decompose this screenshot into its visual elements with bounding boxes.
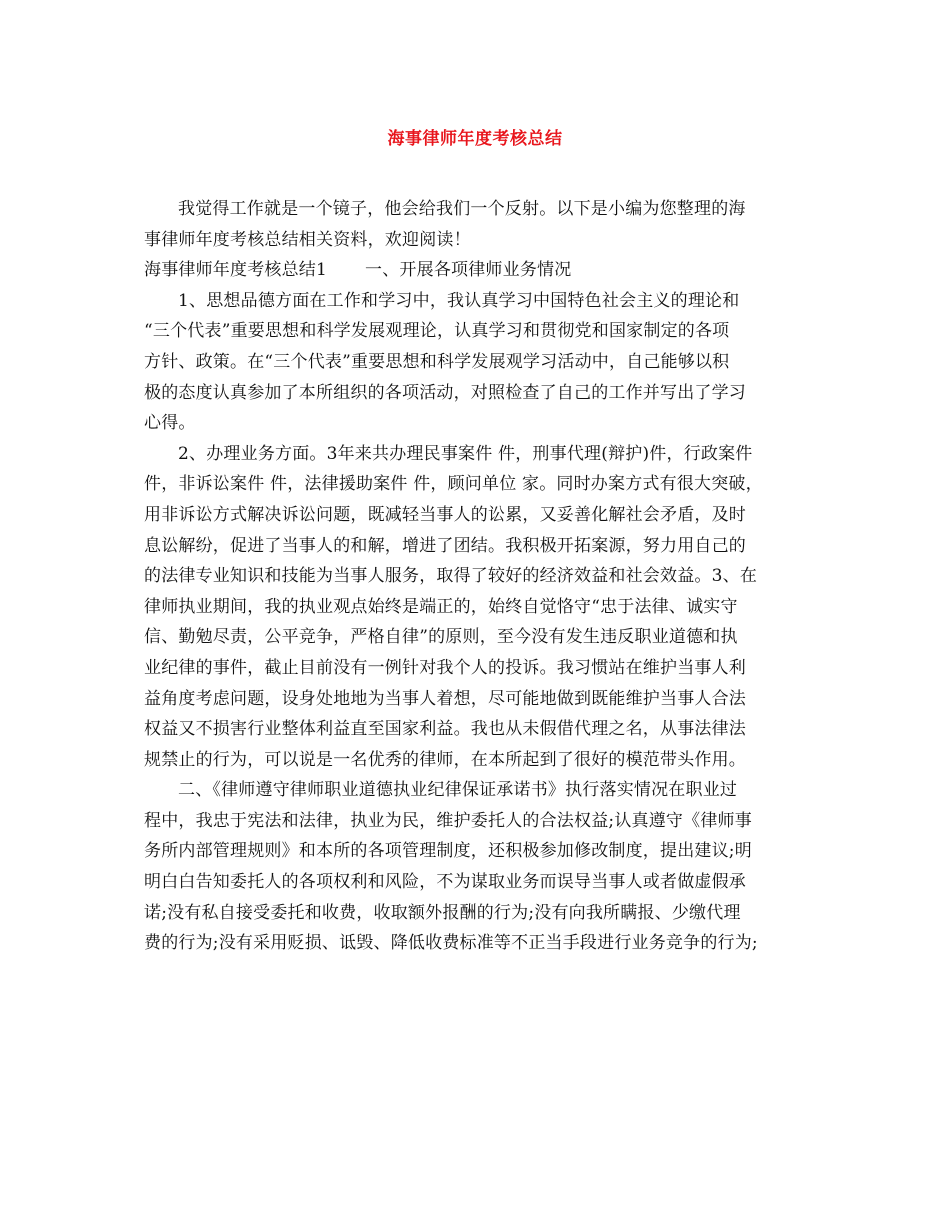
paragraph-line: “三个代表”重要思想和科学发展观理论，认真学习和贯彻党和国家制定的各项	[144, 321, 730, 342]
document-title: 海事律师年度考核总结	[387, 129, 563, 149]
intro-line: 我觉得工作就是一个镜子，他会给我们一个反射。以下是小编为您整理的海	[178, 199, 746, 219]
paragraph-line: 益角度考虑问题，设身处地地为当事人着想，尽可能地做到既能维护当事人合法	[144, 688, 746, 709]
intro-line: 事律师年度考核总结相关资料，欢迎阅读！	[144, 229, 471, 250]
paragraph-line: 2、办理业务方面。3年来共办理民事案件 件，刑事代理(辩护)件，行政案件	[178, 443, 753, 464]
paragraph-line: 费的行为;没有采用贬损、诋毁、降低收费标准等不正当手段进行业务竞争的行为;	[144, 933, 758, 954]
paragraph-line: 律师执业期间，我的执业观点始终是端正的，始终自觉恪守“忠于法律、诚实守	[144, 596, 738, 617]
paragraph-line: 二、《律师遵守律师职业道德执业纪律保证承诺书》执行落实情况在职业过	[178, 780, 738, 801]
heading-gap	[327, 255, 365, 286]
document-body	[144, 194, 814, 959]
paragraph-line: 务所内部管理规则》和本所的各项管理制度，还积极参加修改制度，提出建议;明	[144, 841, 752, 862]
paragraph-line: 用非诉讼方式解决诉讼问题，既减轻当事人的讼累，又妥善化解社会矛盾，及时	[144, 504, 746, 525]
paragraph-line: 1、思想品德方面在工作和学习中，我认真学习中国特色社会主义的理论和	[178, 290, 740, 311]
paragraph-line: 诺;没有私自接受委托和收费，收取额外报酬的行为;没有向我所瞒报、少缴代理	[144, 902, 741, 923]
paragraph-line: 业纪律的事件，截止目前没有一例针对我个人的投诉。我习惯站在维护当事人利	[144, 657, 746, 678]
paragraph-line: 方针、政策。在“三个代表”重要思想和科学发展观学习活动中，自己能够以积	[144, 351, 730, 372]
section-heading-left: 海事律师年度考核总结1	[144, 260, 328, 281]
paragraph-line: 心得。	[144, 413, 196, 434]
paragraph-line: 信、勤勉尽责，公平竞争，严格自律”的原则，至今没有发生违反职业道德和执	[144, 627, 738, 648]
paragraph-line: 的法律专业知识和技能为当事人服务，取得了较好的经济效益和社会效益。3、在	[144, 566, 758, 587]
section-heading	[144, 255, 814, 286]
section-heading-right: 一、开展各项律师业务情况	[365, 260, 572, 281]
paragraph-line: 权益又不损害行业整体利益直至国家利益。我也从未假借代理之名，从事法律法	[144, 719, 746, 740]
paragraph-line: 明白白告知委托人的各项权利和风险，不为谋取业务而误导当事人或者做虚假承	[144, 872, 746, 893]
paragraph-line: 息讼解纷，促进了当事人的和解，增进了团结。我积极开拓案源，努力用自己的	[144, 535, 746, 556]
paragraph-line: 规禁止的行为，可以说是一名优秀的律师，在本所起到了很好的模范带头作用。	[144, 749, 746, 770]
paragraph-line: 程中，我忠于宪法和法律，执业为民，维护委托人的合法权益;认真遵守《律师事	[144, 810, 752, 831]
paragraph-line: 极的态度认真参加了本所组织的各项活动，对照检查了自己的工作并写出了学习	[144, 382, 746, 403]
paragraph-line: 件，非诉讼案件 件，法律援助案件 件，顾问单位 家。同时办案方式有很大突破，	[144, 474, 763, 495]
